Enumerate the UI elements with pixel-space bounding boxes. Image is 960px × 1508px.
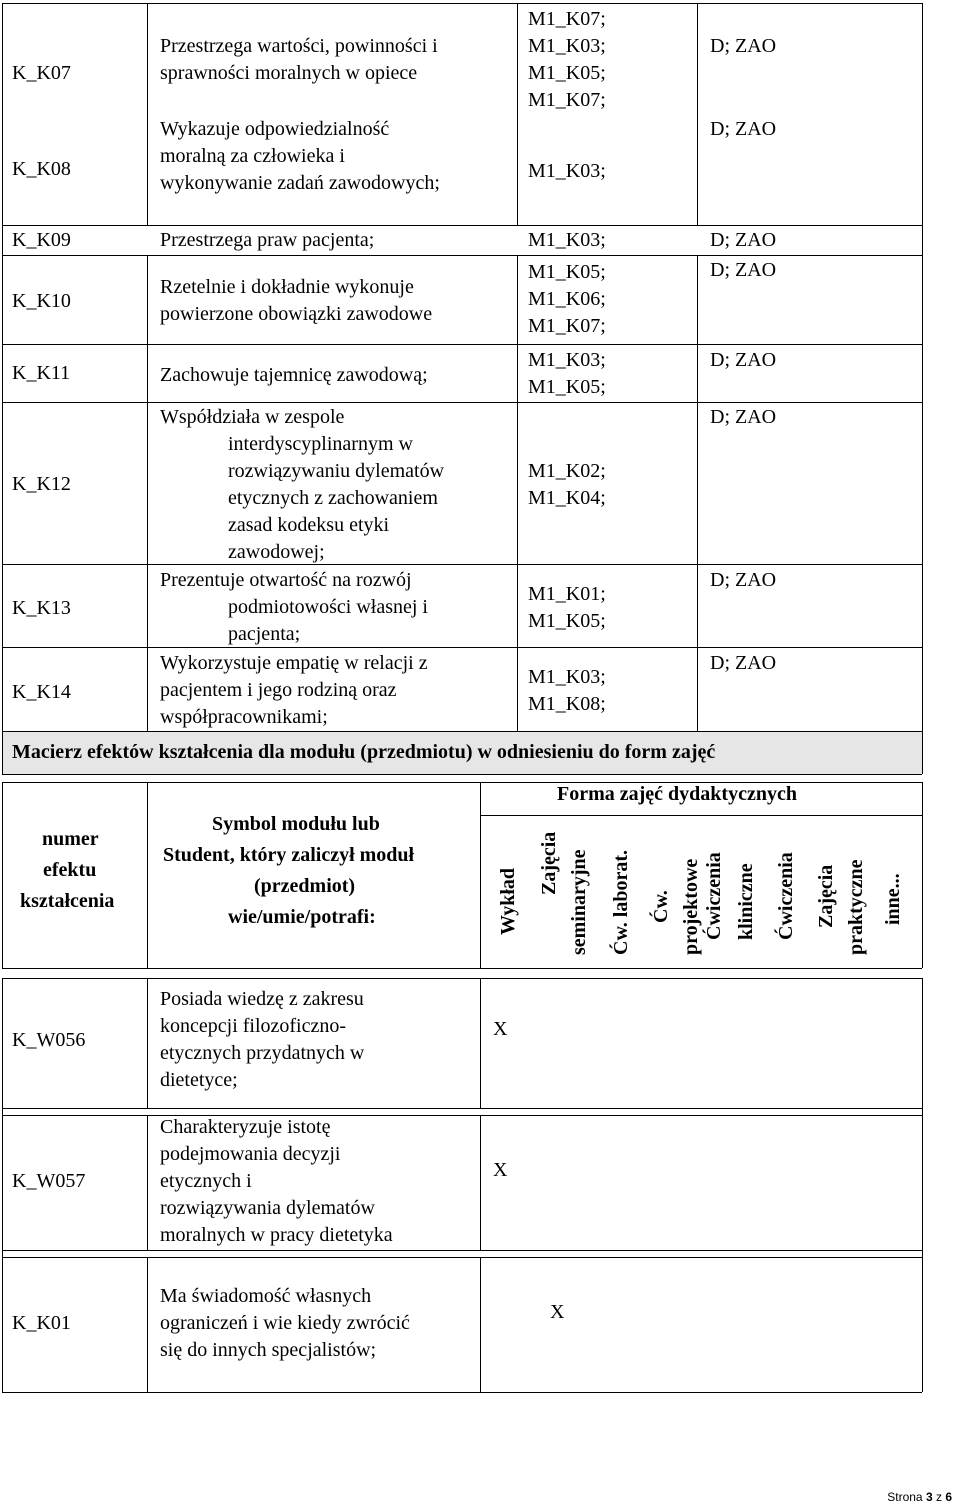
row-code: K_K07 xyxy=(12,62,71,84)
table-row-description: etycznych i xyxy=(160,1170,252,1192)
row-code: K_K08 xyxy=(12,158,71,180)
page-footer xyxy=(887,1490,952,1504)
row-description: rozwiązywaniu dylematów xyxy=(228,460,445,482)
row-description: powierzone obowiązki zawodowe xyxy=(160,303,433,325)
row-reference: M1_K03; xyxy=(528,349,606,371)
footer-prefix: Strona xyxy=(887,1490,926,1504)
row-description: Wykazuje odpowiedzialność xyxy=(160,118,390,140)
row-reference: M1_K02; xyxy=(528,460,606,482)
form-practical: praktyczne xyxy=(845,859,867,955)
row-reference: M1_K06; xyxy=(528,288,606,310)
row-description: Wykorzystuje empatię w relacji z xyxy=(160,652,428,674)
row-reference: M1_K07; xyxy=(528,315,606,337)
row-description: moralną za człowieka i xyxy=(160,145,345,167)
table-row-description: się do innych specjalistów; xyxy=(160,1339,377,1361)
table-row-description: koncepcji filozoficzno- xyxy=(160,1015,347,1037)
footer-separator: z xyxy=(932,1490,946,1504)
row-description: Prezentuje otwartość na rozwój xyxy=(160,569,412,591)
row-reference: M1_K01; xyxy=(528,583,606,605)
form-other: inne... xyxy=(882,873,904,925)
row-reference: M1_K04; xyxy=(528,487,606,509)
form-lecture: Wykład xyxy=(497,867,519,935)
row-reference: M1_K03; xyxy=(528,666,606,688)
form-clinical: kliniczne xyxy=(735,863,757,940)
row-reference: M1_K07; xyxy=(528,8,606,30)
table-row-mark: X xyxy=(493,1159,508,1181)
matrix-title: Macierz efektów kształcenia dla modułu (przedmiotu) w odniesieniu do form zajęć xyxy=(12,741,716,763)
row-description: pacjenta; xyxy=(228,623,301,645)
header-symbol: Symbol modułu lub xyxy=(212,813,380,835)
row-code: K_K09 xyxy=(12,229,71,251)
header-number: numer xyxy=(42,828,99,850)
row-form: D; ZAO xyxy=(710,229,777,251)
form-seminar: Zajęcia xyxy=(538,831,560,895)
table-row-description: dietetyce; xyxy=(160,1069,238,1091)
row-reference: M1_K05; xyxy=(528,62,606,84)
table-row-description: Charakteryzuje istotę xyxy=(160,1116,331,1138)
table-row-code: K_W056 xyxy=(12,1029,86,1051)
form-project: Ćw. xyxy=(650,890,672,923)
row-description: wykonywanie zadań zawodowych; xyxy=(160,172,440,194)
table-row-description: Ma świadomość własnych xyxy=(160,1285,372,1307)
row-description: Rzetelnie i dokładnie wykonuje xyxy=(160,276,414,298)
row-code: K_K13 xyxy=(12,597,71,619)
row-reference: M1_K07; xyxy=(528,89,606,111)
footer-page-total: 6 xyxy=(945,1490,952,1504)
row-form: D; ZAO xyxy=(710,406,777,428)
row-description: Przestrzega wartości, powinności i xyxy=(160,35,438,57)
row-form: D; ZAO xyxy=(710,259,777,281)
row-description: interdyscyplinarnym w xyxy=(228,433,413,455)
table-row-code: K_K01 xyxy=(12,1312,71,1334)
table-row-description: podejmowania decyzji xyxy=(160,1143,341,1165)
row-reference: M1_K05; xyxy=(528,261,606,283)
form-exercises: Ćwiczenia xyxy=(775,852,797,940)
table-row-code: K_W057 xyxy=(12,1170,86,1192)
table-row-description: moralnych w pracy dietetyka xyxy=(160,1224,393,1246)
row-code: K_K10 xyxy=(12,290,71,312)
row-description: etycznych z zachowaniem xyxy=(228,487,438,509)
form-laboratory: Ćw. laborat. xyxy=(610,850,632,955)
row-form: D; ZAO xyxy=(710,118,777,140)
row-description: Współdziała w zespole xyxy=(160,406,345,428)
table-row-description: etycznych przydatnych w xyxy=(160,1042,365,1064)
row-code: K_K14 xyxy=(12,681,71,703)
header-symbol: wie/umie/potrafi: xyxy=(228,906,376,928)
footer-page-number: 3 xyxy=(925,1490,933,1504)
row-form: D; ZAO xyxy=(710,569,777,591)
table-row-description: ograniczeń i wie kiedy zwrócić xyxy=(160,1312,410,1334)
header-symbol: (przedmiot) xyxy=(254,875,356,897)
row-reference: M1_K05; xyxy=(528,376,606,398)
row-description: sprawności moralnych w opiece xyxy=(160,62,418,84)
row-reference: M1_K03; xyxy=(528,35,606,57)
table-row-mark: X xyxy=(550,1301,565,1323)
row-reference: M1_K03; xyxy=(528,229,606,251)
row-form: D; ZAO xyxy=(710,349,777,371)
row-description: podmiotowości własnej i xyxy=(228,596,428,618)
header-forms-group: Forma zajęć dydaktycznych xyxy=(557,783,797,805)
row-description: współpracownikami; xyxy=(160,706,328,728)
row-form: D; ZAO xyxy=(710,35,777,57)
form-clinical: Ćwiczenia xyxy=(703,852,725,940)
row-description: zawodowej; xyxy=(228,541,325,563)
row-description: pacjentem i jego rodziną oraz xyxy=(160,679,397,701)
row-code: K_K12 xyxy=(12,473,71,495)
row-description: Przestrzega praw pacjenta; xyxy=(160,229,375,251)
header-number: kształcenia xyxy=(20,890,115,912)
header-number: efektu xyxy=(43,859,97,881)
form-seminar: seminaryjne xyxy=(568,849,590,955)
row-reference: M1_K08; xyxy=(528,693,606,715)
row-reference: M1_K03; xyxy=(528,160,606,182)
row-code: K_K11 xyxy=(12,362,71,384)
table-row-description: rozwiązywania dylematów xyxy=(160,1197,375,1219)
form-project: projektowe xyxy=(680,858,702,955)
row-reference: M1_K05; xyxy=(528,610,606,632)
table-row-description: Posiada wiedzę z zakresu xyxy=(160,988,364,1010)
row-description: zasad kodeksu etyki xyxy=(228,514,390,536)
row-form: D; ZAO xyxy=(710,652,777,674)
header-symbol: Student, który zaliczył moduł xyxy=(163,844,415,866)
table-row-mark: X xyxy=(493,1018,508,1040)
row-description: Zachowuje tajemnicę zawodową; xyxy=(160,364,428,386)
form-practical: Zajęcia xyxy=(815,864,837,928)
